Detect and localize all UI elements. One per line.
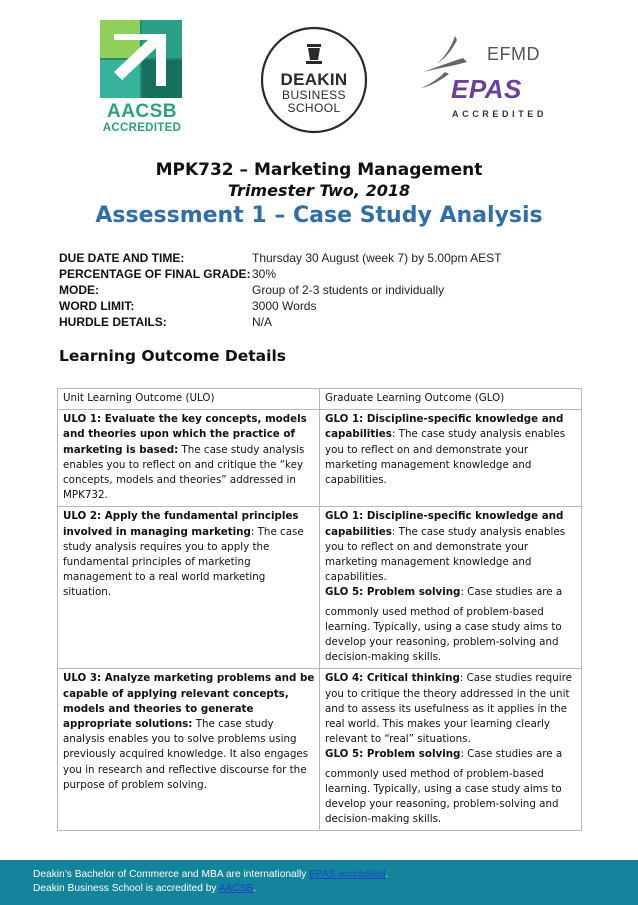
detail-row <box>59 251 579 267</box>
detail-row <box>59 299 579 315</box>
glo-cell <box>320 507 582 669</box>
detail-row <box>59 315 579 331</box>
deakin-sub1: BUSINESS <box>282 88 346 102</box>
table-row <box>58 669 582 831</box>
detail-value: Thursday 30 August (week 7) by 5.00pm AEST <box>252 251 502 265</box>
glo-text: commonly used method of problem-based learning. Typically, using a case study aims to develop your reasoning, problem-solving and decision-making skills. <box>325 605 562 664</box>
glo-text: : Case studies are a <box>460 748 563 761</box>
glo-column-header: Graduate Learning Outcome (GLO) <box>320 389 582 410</box>
detail-label: WORD LIMIT: <box>59 299 135 313</box>
glo-heading: GLO 1: Discipline-specific knowledge and capabilities <box>325 510 564 538</box>
assessment-title: Assessment 1 – Case Study Analysis <box>95 203 543 228</box>
footer-text: Deakin Business School is accredited by <box>33 883 219 894</box>
footer-text: . <box>253 883 257 894</box>
detail-label: HURDLE DETAILS: <box>59 315 167 329</box>
footer-line-epas <box>33 868 388 882</box>
aacsb-link[interactable]: AACSB <box>218 883 254 894</box>
aacsb-emblem-icon <box>100 20 182 98</box>
ulo-text: : The case study analysis requires you to apply the fundamental principles of marketing management to a real world marketing situation. <box>63 525 304 599</box>
ulo-text: The case study analysis enables you to reflect on and critique the “key concepts, models and theories” addressed in MPK732. <box>63 443 305 502</box>
footer-line-aacsb <box>33 882 256 896</box>
learning-outcome-table <box>57 388 582 831</box>
aacsb-logo <box>96 20 188 138</box>
glo-heading: GLO 5: Problem solving <box>325 748 461 761</box>
assessment-details <box>59 251 579 331</box>
trimester-title: Trimester Two, 2018 <box>227 181 411 200</box>
glo-heading: GLO 1: Discipline-specific knowledge and capabilities <box>325 413 564 441</box>
aacsb-sub: ACCREDITED <box>102 122 182 134</box>
detail-row <box>59 283 579 299</box>
footer-banner <box>0 860 638 905</box>
detail-value: Group of 2-3 students or individually <box>252 283 445 297</box>
logo-bar <box>0 16 638 141</box>
table-header-row <box>58 389 582 410</box>
footer-text: Deakin’s Bachelor of Commerce and MBA are internationally <box>33 869 310 880</box>
glo-cell <box>320 669 582 831</box>
epas-label: EPAS <box>451 74 522 104</box>
ulo-heading: ULO 2: Apply the fundamental principles involved in managing marketing <box>63 510 299 538</box>
ulo-heading: ULO 1: Evaluate the key concepts, models and theories upon which the practice of marketing is based: <box>63 413 307 456</box>
deakin-name: DEAKIN <box>280 70 348 89</box>
glo-text: : Case studies are a <box>460 586 563 599</box>
glo-text: : Case studies require you to critique the theory addressed in the unit and to assess its usefulness as it applies in the real world. This makes your learning clearly relevant to “real” situations. <box>325 672 572 746</box>
footer-text: . <box>385 869 389 880</box>
deakin-sub2: SCHOOL <box>287 101 341 115</box>
detail-value: N/A <box>252 315 273 329</box>
glo-cell <box>320 410 582 507</box>
glo-text: : The case study analysis enables you to reflect on and demonstrate your marketing management knowledge and capabilities. <box>325 525 566 584</box>
epas-logo <box>415 34 548 129</box>
deakin-logo <box>260 26 368 134</box>
efmd-label: EFMD <box>487 44 540 64</box>
detail-label: DUE DATE AND TIME: <box>59 251 185 265</box>
table-row <box>58 507 582 669</box>
detail-label: MODE: <box>59 283 99 297</box>
unit-title: MPK732 – Marketing Management <box>155 160 483 180</box>
detail-value: 3000 Words <box>252 299 317 313</box>
detail-value: 30% <box>252 267 277 281</box>
ulo-column-header: Unit Learning Outcome (ULO) <box>58 389 320 410</box>
detail-label: PERCENTAGE OF FINAL GRADE: <box>59 267 251 281</box>
aacsb-name: AACSB <box>106 101 178 122</box>
epas-accredited-label: ACCREDITED <box>452 109 548 119</box>
section-title: Learning Outcome Details <box>59 347 286 365</box>
ulo-cell <box>58 669 320 831</box>
glo-text: : The case study analysis enables you to reflect on and demonstrate your marketing management knowledge and capabilities. <box>325 428 566 487</box>
ulo-cell <box>58 507 320 669</box>
glo-heading: GLO 5: Problem solving <box>325 586 461 599</box>
glo-heading: GLO 4: Critical thinking <box>325 672 460 685</box>
epas-accredited-link[interactable]: EPAS accredited <box>309 869 386 880</box>
ulo-text: The case study analysis enables you to solve problems using previously acquired knowledge. It also engages you in research and reflective discourse for the purpose of problem solving. <box>63 718 309 791</box>
glo-text: commonly used method of problem-based learning. Typically, using a case study aims to develop your reasoning, problem-solving and decision-making skills. <box>325 767 562 826</box>
detail-row <box>59 267 579 283</box>
ulo-cell <box>58 410 320 507</box>
ulo-heading: ULO 3: Analyze marketing problems and be capable of applying relevant concepts, models and theories to generate appropriate solutions: <box>63 672 315 731</box>
table-row <box>58 410 582 507</box>
